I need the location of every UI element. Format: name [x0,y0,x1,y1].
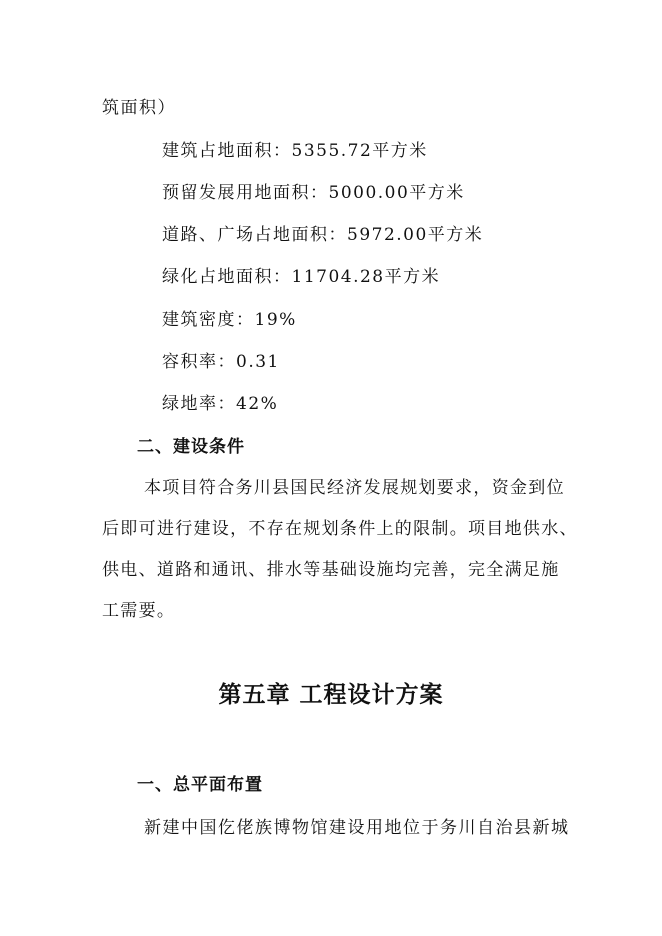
paragraph-line: 本项目符合务川县国民经济发展规划要求，资金到位 [144,478,565,498]
section-heading-construction-conditions: 二、建设条件 [137,437,245,457]
continued-text: 筑面积） [102,98,176,118]
stat-floor-area-ratio: 容积率：0.31 [162,352,280,372]
paragraph-line: 工需要。 [102,601,176,621]
stat-green-area: 绿化占地面积：11704.28平方米 [162,267,441,287]
paragraph-line: 后即可进行建设，不存在规划条件上的限制。项目地供水、 [102,519,578,539]
stat-building-density: 建筑密度：19% [162,310,297,330]
construction-conditions-paragraph [102,468,578,632]
stat-reserved-land: 预留发展用地面积：5000.00平方米 [162,183,465,203]
site-layout-paragraph-line: 新建中国仡佬族博物馆建设用地位于务川自治县新城 [144,818,570,838]
stat-building-footprint: 建筑占地面积：5355.72平方米 [162,141,428,161]
section-heading-site-layout: 一、总平面布置 [137,775,263,795]
chapter-title: 第五章 工程设计方案 [218,682,444,708]
stat-green-ratio: 绿地率：42% [162,394,279,414]
stat-road-plaza-area: 道路、广场占地面积：5972.00平方米 [162,225,484,245]
paragraph-line: 供电、道路和通讯、排水等基础设施均完善，完全满足施 [102,560,560,580]
